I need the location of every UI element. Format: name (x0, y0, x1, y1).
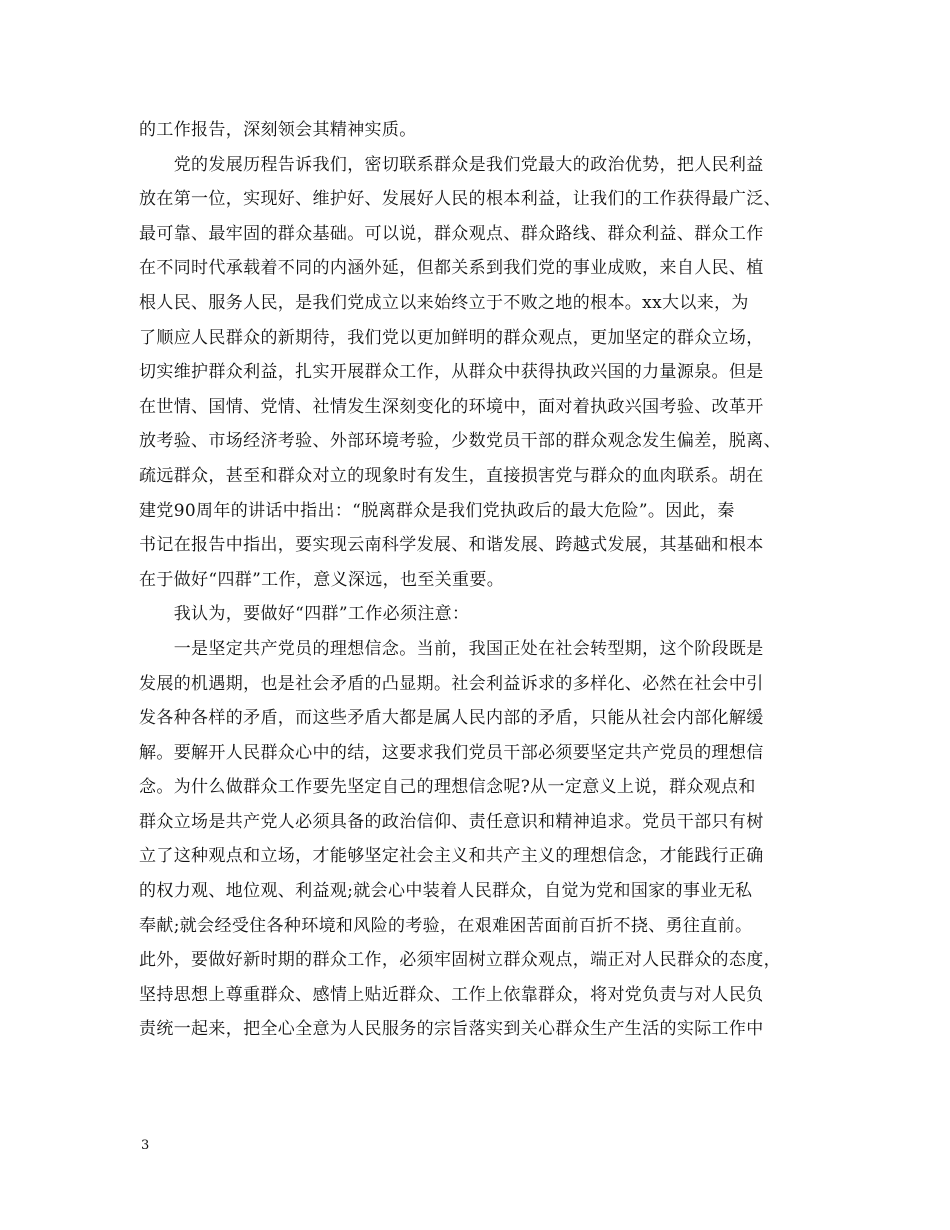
text-line: 责统一起来，把全心全意为人民服务的宗旨落实到关心群众生产生活的实际工作中 (139, 1019, 764, 1040)
text-line: 最可靠、最牢固的群众基础。可以说，群众观点、群众路线、群众利益、群众工作 (139, 223, 764, 244)
text-line: 群众立场是共产党人必须具备的政治信仰、责任意识和精神追求。党员干部只有树 (139, 811, 764, 832)
text-line: 放考验、市场经济考验、外部环境考验，少数党员干部的群众观念发生偏差，脱离、 (139, 431, 781, 452)
text-line: 根人民、服务人民，是我们党成立以来始终立于不败之地的根本。xx大以来，为 (139, 292, 749, 313)
text-line: 在不同时代承载着不同的内涵外延，但都关系到我们党的事业成败，来自人民、植 (139, 258, 764, 279)
text-line: 发展的机遇期，也是社会矛盾的凸显期。社会利益诉求的多样化、必然在社会中引 (139, 673, 764, 694)
text-line: 建党90周年的讲话中指出：“脱离群众是我们党执政后的最大危险”。因此，秦 (139, 500, 735, 521)
text-line: 了顺应人民群众的新期待，我们党以更加鲜明的群众观点，更加坚定的群众立场， (139, 327, 764, 348)
text-line: 一是坚定共产党员的理想信念。当前，我国正处在社会转型期，这个阶段既是 (139, 638, 764, 659)
text-line: 书记在报告中指出，要实现云南科学发展、和谐发展、跨越式发展，其基础和根本 (139, 535, 764, 556)
text-line: 切实维护群众利益，扎实开展群众工作，从群众中获得执政兴国的力量源泉。但是 (139, 362, 764, 383)
text-line: 我认为，要做好“四群”工作必须注意： (139, 604, 470, 625)
text-line: 在于做好“四群”工作，意义深远，也至关重要。 (139, 569, 505, 590)
text-line: 在世情、国情、党情、社情发生深刻变化的环境中，面对着执政兴国考验、改革开 (139, 396, 764, 417)
text-line: 奉献;就会经受住各种环境和风险的考验，在艰难困苦面前百折不挠、勇往直前。 (139, 915, 753, 936)
page-number: 3 (141, 1138, 150, 1153)
document-body (139, 113, 811, 1047)
text-line: 发各种各样的矛盾，而这些矛盾大都是属人民内部的矛盾，只能从社会内部化解缓 (139, 708, 764, 729)
text-line: 此外，要做好新时期的群众工作，必须牢固树立群众观点，端正对人民群众的态度， (139, 950, 781, 971)
text-line: 疏远群众，甚至和群众对立的现象时有发生，直接损害党与群众的血肉联系。胡在 (139, 465, 764, 486)
text-line: 解。要解开人民群众心中的结，这要求我们党员干部必须要坚定共产党员的理想信 (139, 742, 764, 763)
text-line: 党的发展历程告诉我们，密切联系群众是我们党最大的政治优势，把人民利益 (139, 154, 764, 175)
text-line: 放在第一位，实现好、维护好、发展好人民的根本利益，让我们的工作获得最广泛、 (139, 189, 781, 210)
text-line: 念。为什么做群众工作要先坚定自己的理想信念呢?从一定意义上说，群众观点和 (139, 777, 756, 798)
text-line: 的工作报告，深刻领会其精神实质。 (139, 120, 417, 140)
text-line: 的权力观、地位观、利益观;就会心中装着人民群众，自觉为党和国家的事业无私 (139, 881, 753, 902)
text-line: 坚持思想上尊重群众、感情上贴近群众、工作上依靠群众，将对党负责与对人民负 (139, 984, 764, 1005)
text-line: 立了这种观点和立场，才能够坚定社会主义和共产主义的理想信念，才能践行正确 (139, 846, 764, 867)
